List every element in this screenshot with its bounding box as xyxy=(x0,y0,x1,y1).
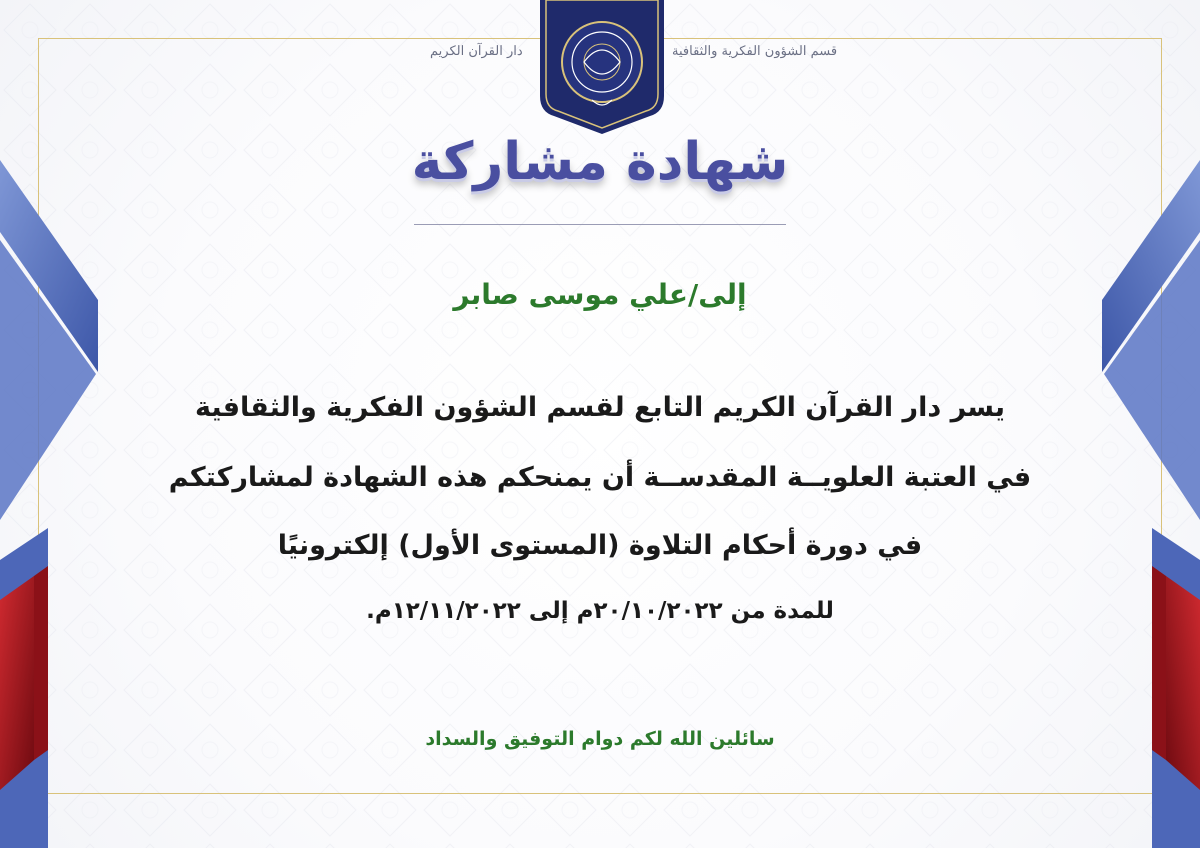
body-line-3: في دورة أحكام التلاوة (المستوى الأول) إلكترونيًا xyxy=(277,530,923,561)
body-line-1: يسر دار القرآن الكريم التابع لقسم الشؤون الفكرية والثقافية xyxy=(194,392,1006,423)
left-ribbon-decoration xyxy=(0,0,160,848)
shrine-seal-icon xyxy=(540,0,664,134)
recipient-name: إلى/علي موسى صابر xyxy=(453,278,747,311)
body-line-2: في العتبة العلويــة المقدســة أن يمنحكم هذه الشهادة لمشاركتكم xyxy=(168,462,1032,493)
certificate-title: شهادة مشاركة xyxy=(411,132,789,192)
date-range: للمدة من ٢٠/١٠/٢٠٢٢م إلى ١٢/١١/٢٠٢٢م. xyxy=(366,598,834,624)
header-right-label: قسم الشؤون الفكرية والثقافية xyxy=(672,44,838,59)
title-divider xyxy=(414,224,786,225)
right-ribbon-decoration xyxy=(1040,0,1200,848)
closing-prayer: سائلين الله لكم دوام التوفيق والسداد xyxy=(425,728,775,750)
header-left-label: دار القرآن الكريم xyxy=(430,44,523,59)
